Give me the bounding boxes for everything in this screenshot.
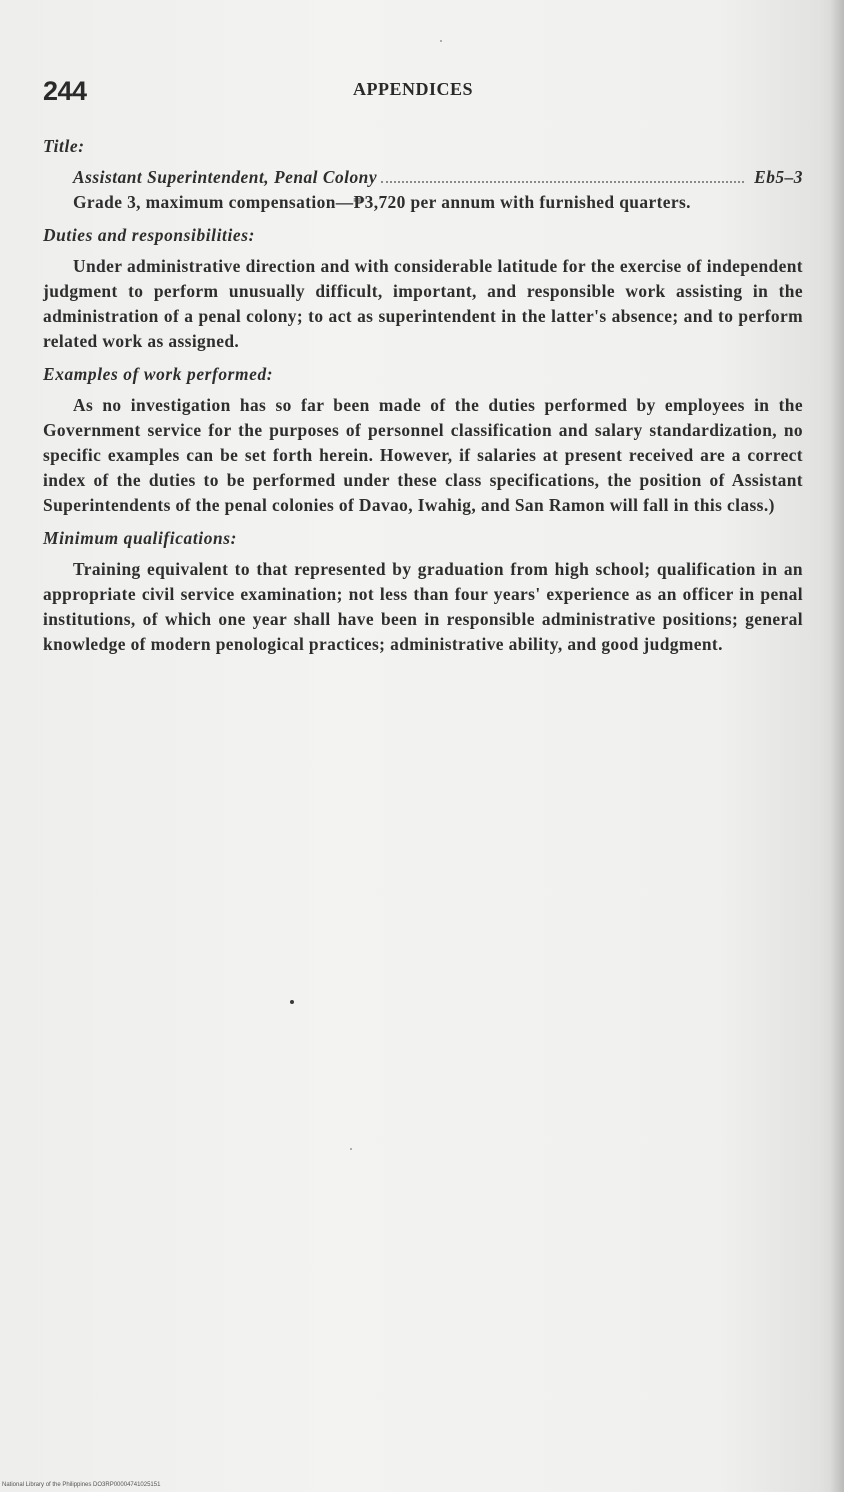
scan-speck bbox=[440, 40, 442, 42]
page-number: 244 bbox=[43, 76, 87, 106]
section-heading-qualifications: Minimum qualifications: bbox=[43, 528, 238, 548]
library-stamp: National Library of the Philippines DO3RP00004741025151 bbox=[2, 1482, 161, 1488]
section-heading-title: Title: bbox=[43, 136, 85, 156]
scan-speck bbox=[290, 1000, 294, 1004]
page-edge-shadow bbox=[830, 0, 844, 1492]
dot-leader bbox=[381, 180, 744, 183]
running-head: APPENDICES bbox=[353, 79, 474, 99]
position-title-line bbox=[43, 165, 803, 190]
grade-compensation: Grade 3, maximum compensation—₱3,720 per annum with furnished quarters. bbox=[73, 192, 691, 212]
page-content bbox=[43, 134, 803, 665]
qualifications-paragraph: Training equivalent to that represented by graduation from high school; qualification in an appropriate civil service examination; not less than four years' experience as an officer in penal institutions, of which one year shall have been in responsible administrative positions; general knowledge of modern penological practices; administrative ability, and good judgment. bbox=[43, 559, 803, 654]
page-header bbox=[43, 76, 803, 112]
duties-paragraph: Under administrative direction and with considerable latitude for the exercise of independent judgment to perform unusually difficult, important, and responsible work assisting in the administration of a penal colony; to act as superintendent in the latter's absence; and to perform related work as assigned. bbox=[43, 256, 803, 351]
position-code: Eb5–3 bbox=[754, 167, 803, 187]
scan-speck bbox=[350, 1148, 352, 1150]
section-heading-duties: Duties and responsibilities: bbox=[43, 225, 255, 245]
examples-paragraph: As no investigation has so far been made of the duties performed by employees in the Government service for the purposes of personnel classification and salary standardization, no specific examples can be set forth herein. However, if salaries at present received are a correct index of the duties to be performed under these class specifications, the position of Assistant Superintendents of the penal colonies of Davao, Iwahig, and San Ramon will fall in this class.) bbox=[43, 395, 803, 515]
section-heading-examples: Examples of work performed: bbox=[43, 364, 274, 384]
position-name: Assistant Superintendent, Penal Colony bbox=[73, 167, 378, 187]
